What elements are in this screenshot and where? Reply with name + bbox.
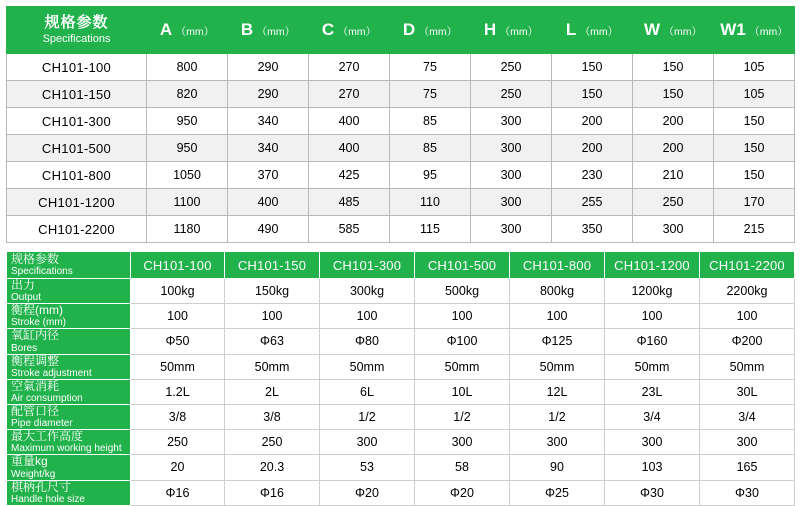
- row-label-cn: 空氣消耗: [11, 378, 60, 393]
- cell-value: Φ20: [415, 480, 510, 505]
- cell-value: 300: [415, 430, 510, 455]
- cell-l: 200: [552, 108, 633, 135]
- row-label-output: [7, 279, 131, 304]
- header-letter-d: D: [402, 20, 416, 39]
- cell-a: 820: [147, 81, 228, 108]
- row-label-cn: 出力: [11, 278, 36, 292]
- header-cell-c: [309, 7, 390, 54]
- header-model-ch101-800: CH101-800: [510, 252, 605, 279]
- cell-h: 300: [471, 189, 552, 216]
- row-label-cn: 棋柄孔尺寸: [11, 479, 72, 494]
- cell-h: 300: [471, 162, 552, 189]
- dimensions-table: [6, 6, 795, 243]
- cell-h: 300: [471, 135, 552, 162]
- cell-value: 3/4: [605, 404, 700, 429]
- cell-value: 100: [320, 304, 415, 329]
- header-model-ch101-300: CH101-300: [320, 252, 415, 279]
- cell-value: Φ50: [131, 329, 225, 354]
- cell-w1: 215: [714, 216, 795, 243]
- cell-a: 800: [147, 54, 228, 81]
- cell-value: 3/4: [700, 404, 795, 429]
- cell-model: CH101-500: [7, 135, 147, 162]
- row-label-en: Bores: [11, 342, 38, 354]
- table-row: [7, 329, 795, 354]
- cell-value: 300: [605, 430, 700, 455]
- row-label-cn: 衡程(mm): [11, 303, 63, 318]
- cell-value: Φ63: [225, 329, 320, 354]
- cell-value: 90: [510, 455, 605, 480]
- cell-w: 150: [633, 54, 714, 81]
- cell-value: 1200kg: [605, 279, 700, 304]
- cell-value: 50mm: [510, 354, 605, 379]
- cell-value: 250: [131, 430, 225, 455]
- cell-d: 75: [390, 81, 471, 108]
- header-cell-d: [390, 7, 471, 54]
- parameters-table-body: [7, 279, 795, 506]
- cell-value: 500kg: [415, 279, 510, 304]
- cell-model: CH101-800: [7, 162, 147, 189]
- cell-value: 50mm: [320, 354, 415, 379]
- cell-w: 210: [633, 162, 714, 189]
- cell-value: 100: [225, 304, 320, 329]
- cell-model: CH101-1200: [7, 189, 147, 216]
- header-model-ch101-2200: CH101-2200: [700, 252, 795, 279]
- cell-value: 1/2: [510, 404, 605, 429]
- cell-w: 300: [633, 216, 714, 243]
- header-unit-w: （mm）: [663, 26, 703, 38]
- header-letter-l: L: [565, 20, 577, 39]
- cell-b: 290: [228, 81, 309, 108]
- cell-w1: 150: [714, 135, 795, 162]
- cell-h: 250: [471, 54, 552, 81]
- header-specifications-cn: 规格参数: [11, 251, 60, 266]
- cell-w: 200: [633, 108, 714, 135]
- header-letter-b: B: [240, 20, 254, 39]
- cell-value: Φ25: [510, 480, 605, 505]
- table-header-row: [7, 252, 795, 279]
- cell-value: 10L: [415, 379, 510, 404]
- header-unit-l: （mm）: [579, 26, 619, 38]
- cell-value: 100: [510, 304, 605, 329]
- cell-d: 75: [390, 54, 471, 81]
- cell-value: 150kg: [225, 279, 320, 304]
- parameters-table-header: [7, 252, 795, 279]
- cell-value: 165: [700, 455, 795, 480]
- header-unit-h: （mm）: [499, 26, 539, 38]
- header-cell-w1: [714, 7, 795, 54]
- table-row: [7, 404, 795, 429]
- cell-b: 290: [228, 54, 309, 81]
- cell-value: 2200kg: [700, 279, 795, 304]
- cell-value: 53: [320, 455, 415, 480]
- row-label-en: Stroke (mm): [11, 317, 66, 329]
- header-letter-w: W: [643, 20, 661, 39]
- row-label-en: Weight/kg: [11, 468, 56, 480]
- row-label-cn: 重量kg: [11, 454, 48, 469]
- row-label-en: Air consumption: [11, 392, 83, 404]
- cell-h: 300: [471, 108, 552, 135]
- cell-b: 340: [228, 135, 309, 162]
- cell-c: 425: [309, 162, 390, 189]
- row-label-en: Maximum working height: [11, 443, 122, 455]
- cell-value: 300: [510, 430, 605, 455]
- cell-c: 585: [309, 216, 390, 243]
- cell-value: 300kg: [320, 279, 415, 304]
- header-letter-c: C: [321, 20, 335, 39]
- cell-value: 250: [225, 430, 320, 455]
- cell-value: Φ100: [415, 329, 510, 354]
- cell-l: 350: [552, 216, 633, 243]
- cell-w1: 170: [714, 189, 795, 216]
- cell-l: 255: [552, 189, 633, 216]
- cell-l: 150: [552, 81, 633, 108]
- cell-d: 115: [390, 216, 471, 243]
- row-label-weight: [7, 455, 131, 480]
- table-row: [7, 54, 795, 81]
- cell-value: 100kg: [131, 279, 225, 304]
- cell-c: 270: [309, 81, 390, 108]
- cell-w1: 150: [714, 108, 795, 135]
- row-label-max-working-height: [7, 430, 131, 455]
- cell-a: 950: [147, 108, 228, 135]
- cell-value: 3/8: [131, 404, 225, 429]
- header-unit-d: （mm）: [418, 26, 458, 38]
- table-row: [7, 81, 795, 108]
- cell-a: 1050: [147, 162, 228, 189]
- header-cell-specifications: [7, 7, 147, 54]
- cell-a: 1180: [147, 216, 228, 243]
- cell-value: Φ16: [131, 480, 225, 505]
- header-specifications-en: Specifications: [42, 32, 111, 45]
- cell-value: 50mm: [415, 354, 510, 379]
- dimensions-table-header: [7, 7, 795, 54]
- header-cell-h: [471, 7, 552, 54]
- header-model-ch101-100: CH101-100: [131, 252, 225, 279]
- cell-l: 200: [552, 135, 633, 162]
- cell-w1: 150: [714, 162, 795, 189]
- cell-w: 150: [633, 81, 714, 108]
- cell-value: Φ200: [700, 329, 795, 354]
- cell-value: 100: [415, 304, 510, 329]
- header-unit-b: （mm）: [256, 26, 296, 38]
- cell-value: Φ20: [320, 480, 415, 505]
- cell-w1: 105: [714, 81, 795, 108]
- cell-d: 110: [390, 189, 471, 216]
- table-row: [7, 430, 795, 455]
- header-letter-a: A: [159, 20, 173, 39]
- cell-l: 230: [552, 162, 633, 189]
- header-letter-w1: W1: [720, 20, 746, 39]
- cell-value: Φ30: [605, 480, 700, 505]
- cell-model: CH101-2200: [7, 216, 147, 243]
- row-label-stroke: [7, 304, 131, 329]
- header-model-ch101-500: CH101-500: [415, 252, 510, 279]
- cell-value: 1.2L: [131, 379, 225, 404]
- row-label-pipe-diameter: [7, 404, 131, 429]
- cell-a: 950: [147, 135, 228, 162]
- row-label-cn: 氧缸内径: [11, 328, 60, 343]
- header-cell-a: [147, 7, 228, 54]
- cell-value: 12L: [510, 379, 605, 404]
- cell-a: 1100: [147, 189, 228, 216]
- header-cell-l: [552, 7, 633, 54]
- table-row: [7, 379, 795, 404]
- cell-c: 485: [309, 189, 390, 216]
- row-label-cn: 衡程调整: [11, 353, 60, 368]
- cell-w: 250: [633, 189, 714, 216]
- cell-c: 400: [309, 135, 390, 162]
- header-cell-w: [633, 7, 714, 54]
- table-row: [7, 279, 795, 304]
- row-label-stroke-adjustment: [7, 354, 131, 379]
- cell-l: 150: [552, 54, 633, 81]
- cell-model: CH101-300: [7, 108, 147, 135]
- row-label-en: Handle hole size: [11, 493, 85, 505]
- header-unit-a: （mm）: [175, 26, 215, 38]
- header-model-ch101-150: CH101-150: [225, 252, 320, 279]
- cell-value: 23L: [605, 379, 700, 404]
- dimensions-table-body: [7, 54, 795, 243]
- cell-value: 300: [700, 430, 795, 455]
- cell-model: CH101-100: [7, 54, 147, 81]
- cell-d: 95: [390, 162, 471, 189]
- table-row: [7, 354, 795, 379]
- cell-h: 250: [471, 81, 552, 108]
- cell-value: Φ160: [605, 329, 700, 354]
- table-row: [7, 455, 795, 480]
- cell-w1: 105: [714, 54, 795, 81]
- cell-w: 200: [633, 135, 714, 162]
- table-row: [7, 135, 795, 162]
- cell-value: 30L: [700, 379, 795, 404]
- cell-d: 85: [390, 135, 471, 162]
- cell-h: 300: [471, 216, 552, 243]
- table-row: [7, 189, 795, 216]
- cell-value: 100: [131, 304, 225, 329]
- cell-value: 20: [131, 455, 225, 480]
- cell-value: 20.3: [225, 455, 320, 480]
- row-label-en: Stroke adjustment: [11, 367, 92, 379]
- cell-value: 800kg: [510, 279, 605, 304]
- header-cell-b: [228, 7, 309, 54]
- cell-value: 3/8: [225, 404, 320, 429]
- table-row: [7, 304, 795, 329]
- cell-b: 370: [228, 162, 309, 189]
- cell-value: 103: [605, 455, 700, 480]
- row-label-bores: [7, 329, 131, 354]
- cell-b: 340: [228, 108, 309, 135]
- table-row: [7, 162, 795, 189]
- cell-value: Φ80: [320, 329, 415, 354]
- cell-value: 6L: [320, 379, 415, 404]
- row-label-air-consumption: [7, 379, 131, 404]
- cell-model: CH101-150: [7, 81, 147, 108]
- row-label-cn: 配管口径: [11, 403, 60, 418]
- cell-value: 50mm: [225, 354, 320, 379]
- table-row: [7, 108, 795, 135]
- cell-value: 58: [415, 455, 510, 480]
- cell-b: 400: [228, 189, 309, 216]
- cell-value: 100: [605, 304, 700, 329]
- row-label-en: Pipe diameter: [11, 418, 73, 430]
- cell-d: 85: [390, 108, 471, 135]
- cell-value: 2L: [225, 379, 320, 404]
- header-specifications-cn: 规格参数: [44, 13, 109, 31]
- cell-value: 1/2: [320, 404, 415, 429]
- cell-c: 400: [309, 108, 390, 135]
- row-label-cn: 最大工作高度: [11, 429, 84, 444]
- cell-value: 50mm: [700, 354, 795, 379]
- row-label-en: Output: [11, 292, 42, 304]
- parameters-table: [6, 251, 795, 506]
- cell-value: Φ125: [510, 329, 605, 354]
- header-specifications-en: Specifications: [11, 266, 73, 278]
- cell-value: Φ30: [700, 480, 795, 505]
- cell-b: 490: [228, 216, 309, 243]
- header-unit-w1: （mm）: [749, 26, 788, 38]
- cell-c: 270: [309, 54, 390, 81]
- header-letter-h: H: [483, 20, 497, 39]
- cell-value: Φ16: [225, 480, 320, 505]
- header-model-ch101-1200: CH101-1200: [605, 252, 700, 279]
- cell-value: 50mm: [131, 354, 225, 379]
- header-cell-specifications: [7, 252, 131, 279]
- table-row: [7, 216, 795, 243]
- cell-value: 1/2: [415, 404, 510, 429]
- table-header-row: [7, 7, 795, 54]
- header-unit-c: （mm）: [337, 26, 377, 38]
- cell-value: 50mm: [605, 354, 700, 379]
- cell-value: 100: [700, 304, 795, 329]
- cell-value: 300: [320, 430, 415, 455]
